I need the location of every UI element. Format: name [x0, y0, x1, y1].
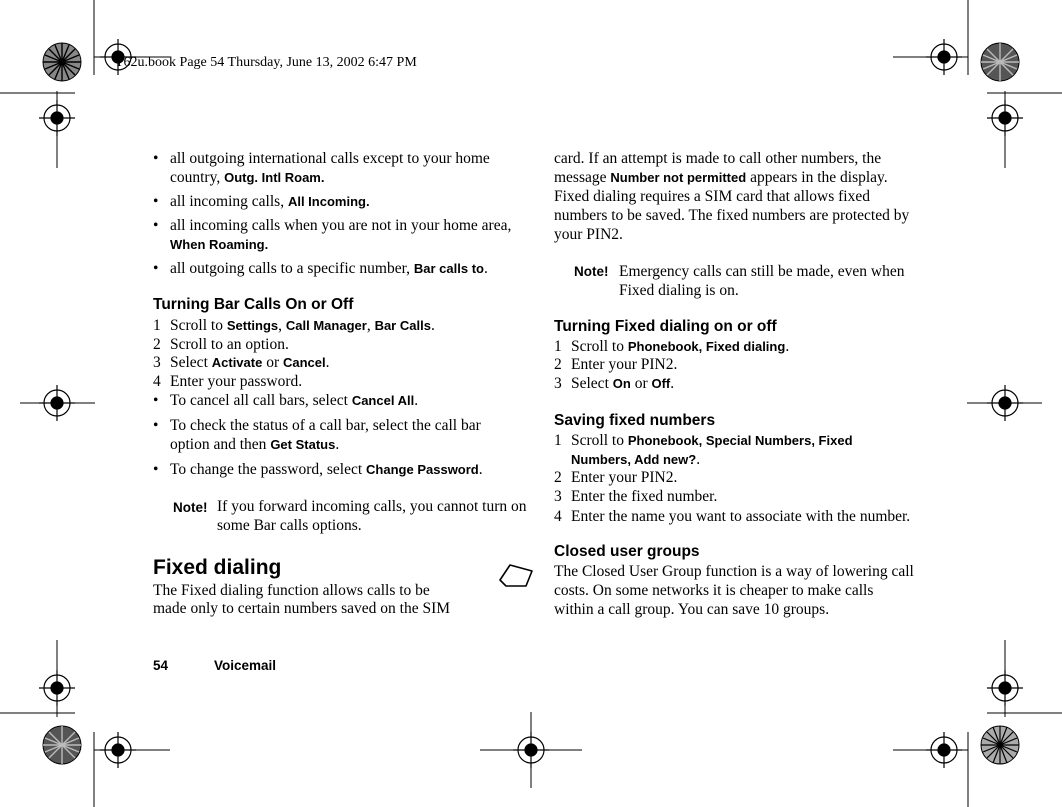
bullet: • — [153, 392, 159, 409]
fixed-intro-line-4 — [554, 168, 888, 187]
step-number: 2 — [554, 469, 562, 486]
step-text: Scroll to — [170, 317, 227, 334]
bullet-text: all outgoing international calls except to your home country, — [170, 150, 490, 186]
note-text: If you forward incoming calls, you cannot turn on some Bar calls options. — [217, 498, 527, 534]
menu-term: Bar calls to — [413, 261, 484, 276]
menu-term: Settings — [226, 318, 279, 333]
menu-term: Phonebook, Special Numbers, Fixed — [627, 433, 853, 448]
step-text: Scroll to an option. — [170, 336, 289, 353]
menu-term: On — [612, 376, 631, 391]
step-number: 1 — [554, 432, 562, 449]
fixed-intro-line-3: card. If an attempt is made to call other numbers, the — [554, 150, 882, 167]
menu-term: Phonebook, Fixed dialing — [627, 339, 786, 354]
menu-term: Cancel All — [351, 393, 415, 408]
step-number: 3 — [554, 488, 562, 505]
menu-term: Activate — [211, 355, 263, 370]
heading-fixed-on-off: Turning Fixed dialing on or off — [554, 318, 777, 335]
menu-term: Get Status — [270, 437, 336, 452]
menu-term: Outg. Intl Roam. — [224, 170, 325, 185]
punct: . — [335, 436, 340, 453]
note-text-line-1: Emergency calls can still be made, even when — [619, 263, 905, 280]
step-text: Scroll to — [571, 338, 628, 355]
heading-fixed-dialing: Fixed dialing — [153, 556, 282, 579]
heading-closed-user-groups: Closed user groups — [554, 543, 700, 560]
page-number: 54 — [153, 658, 169, 673]
text: appears in the display. — [746, 169, 888, 186]
step-number: 1 — [153, 317, 161, 334]
punct: . — [414, 392, 419, 409]
menu-term: Change Password — [366, 462, 479, 477]
step-number: 2 — [153, 336, 161, 353]
bullet-text: all incoming calls when you are not in your home area, — [170, 217, 512, 234]
note-label: Note! — [574, 264, 609, 279]
menu-term: Off — [651, 376, 671, 391]
bullet: • — [153, 260, 159, 277]
step-text: Enter the fixed number. — [571, 488, 718, 505]
fixed-intro-line-6: numbers to be saved. The fixed numbers are protected by — [554, 207, 910, 224]
step-text: Scroll to — [571, 432, 628, 449]
note-label: Note! — [173, 500, 208, 515]
punct: , — [366, 317, 375, 334]
step-number: 4 — [153, 373, 161, 390]
bullet: • — [153, 150, 159, 167]
step-text: Enter your PIN2. — [571, 356, 678, 373]
bullet-text: all outgoing calls to a specific number, — [170, 260, 414, 277]
step-number: 3 — [554, 375, 562, 392]
step-text: Select — [170, 354, 212, 371]
step-number: 2 — [554, 356, 562, 373]
bullet: • — [153, 193, 159, 210]
step-text: Select — [571, 375, 613, 392]
heading-bar-calls: Turning Bar Calls On or Off — [153, 296, 354, 313]
menu-term: Numbers, Add new? — [571, 452, 697, 467]
bullet: • — [153, 461, 159, 478]
step-text: To check the status of a call bar, select the call bar option and then — [170, 417, 481, 453]
text: message — [554, 169, 611, 186]
menu-term: Number not permitted — [610, 170, 747, 185]
step-text: Enter your PIN2. — [571, 469, 678, 486]
fixed-intro-line-5: Fixed dialing requires a SIM card that allows fixed — [554, 188, 870, 205]
bullet: • — [153, 217, 159, 234]
punct: . — [670, 375, 675, 392]
note-text-line-2: Fixed dialing is on. — [619, 282, 739, 299]
heading-saving-fixed: Saving fixed numbers — [554, 412, 716, 429]
step-text: To cancel all call bars, select — [170, 392, 352, 409]
step-number: 4 — [554, 508, 562, 525]
punct: . — [483, 260, 488, 277]
menu-term: Call Manager — [285, 318, 367, 333]
menu-term: Bar Calls — [374, 318, 431, 333]
punct: . — [325, 354, 330, 371]
punct: . — [696, 451, 701, 468]
menu-term: All Incoming. — [287, 194, 370, 209]
bullet: • — [153, 417, 159, 434]
book-info-header: T62u.book Page 54 Thursday, June 13, 2002 6:47 PM — [115, 55, 417, 70]
step-text: Enter your password. — [170, 373, 303, 390]
fixed-intro-line-7: your PIN2. — [554, 226, 623, 243]
punct: . — [430, 317, 435, 334]
punct: , — [278, 317, 286, 334]
step-text: Enter the name you want to associate with the number. — [571, 508, 911, 525]
sim-card-icon — [496, 562, 536, 592]
menu-term: Cancel — [283, 355, 326, 370]
step-text: To change the password, select — [170, 461, 367, 478]
fixed-intro-line-2: made only to certain numbers saved on the SIM — [153, 600, 451, 617]
punct: or — [262, 354, 283, 371]
punct: . — [785, 338, 790, 355]
closed-line-1: The Closed User Group function is a way of lowering call — [554, 563, 914, 580]
punct: or — [630, 375, 652, 392]
step-number: 3 — [153, 354, 161, 371]
step-number: 1 — [554, 338, 562, 355]
section-name: Voicemail — [214, 658, 277, 673]
menu-term: When Roaming. — [170, 237, 269, 252]
punct: . — [478, 461, 483, 478]
closed-line-3: within a call group. You can save 10 groups. — [554, 601, 830, 618]
fixed-intro-line-1: The Fixed dialing function allows calls to be — [153, 582, 430, 599]
closed-line-2: costs. On some networks it is cheaper to make calls — [554, 582, 874, 599]
bullet-text: all incoming calls, — [170, 193, 288, 210]
